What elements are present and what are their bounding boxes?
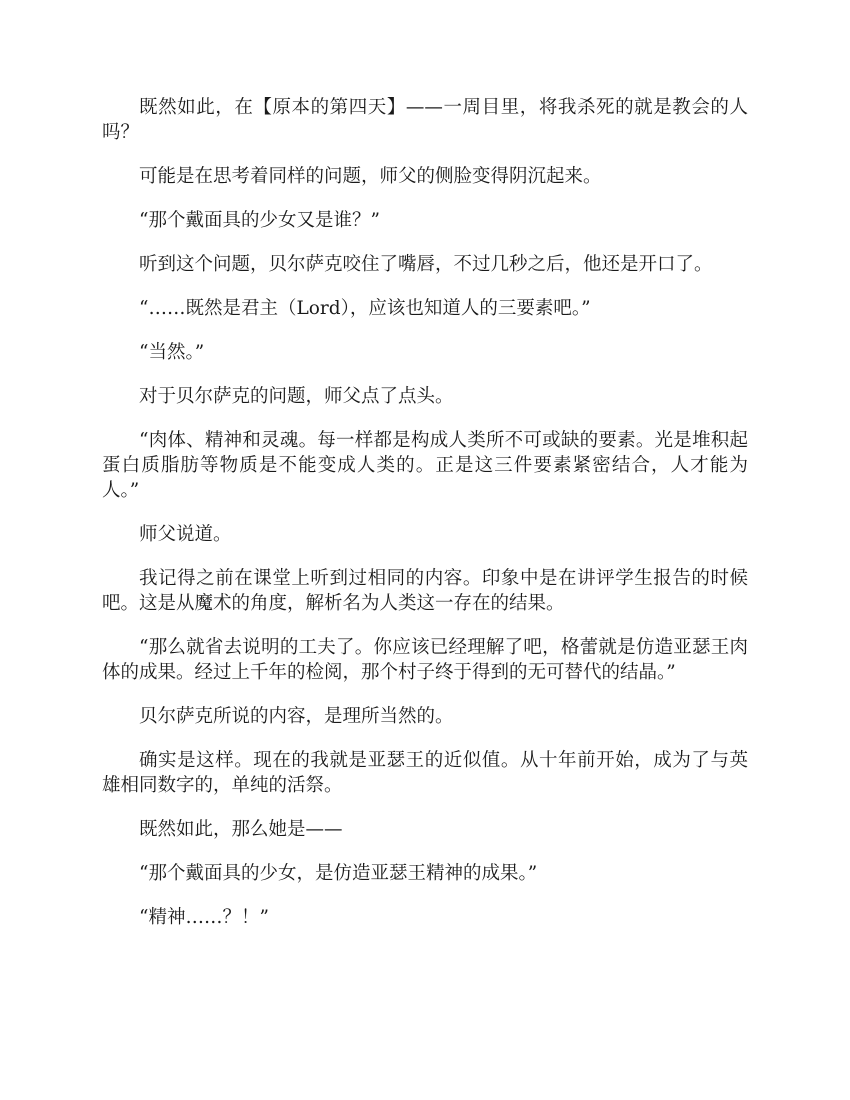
paragraph-3: “那个戴面具的少女又是谁？” [139, 210, 380, 231]
paragraph-4: 听到这个问题，贝尔萨克咬住了嘴唇，不过几秒之后，他还是开口了。 [139, 254, 713, 275]
paragraph-5: “……既然是君主（Lord），应该也知道人的三要素吧。” [139, 298, 591, 319]
document-page [102, 95, 748, 949]
paragraph-16: “精神……？！” [139, 907, 269, 928]
paragraph-15: “那个戴面具的少女，是仿造亚瑟王精神的成果。” [139, 863, 538, 884]
paragraph-14: 既然如此，那么她是—— [139, 819, 343, 840]
paragraph-9: 师父说道。 [139, 524, 232, 545]
paragraph-8: “肉体、精神和灵魂。每一样都是构成人类所不可或缺的要素。光是堆积起蛋白质脂肪等物质是不能变成人类的。正是这三件要素紧密结合，人才能为人。” [102, 430, 748, 501]
paragraph-13: 确实是这样。现在的我就是亚瑟王的近似值。从十年前开始，成为了与英雄相同数字的，单纯的活祭。 [102, 750, 748, 796]
paragraph-12: 贝尔萨克所说的内容，是理所当然的。 [139, 706, 454, 727]
paragraph-6: “当然。” [139, 342, 205, 363]
paragraph-1: 既然如此，在【原本的第四天】——一周目里，将我杀死的就是教会的人吗？ [102, 97, 748, 143]
paragraph-7: 对于贝尔萨克的问题，师父点了点头。 [139, 386, 454, 407]
paragraph-10: 我记得之前在课堂上听到过相同的内容。印象中是在讲评学生报告的时候吧。这是从魔术的角度，解析名为人类这一存在的结果。 [102, 568, 748, 614]
paragraph-11: “那么就省去说明的工夫了。你应该已经理解了吧，格蕾就是仿造亚瑟王肉体的成果。经过上千年的检阅，那个村子终于得到的无可替代的结晶。” [102, 637, 748, 683]
paragraph-2: 可能是在思考着同样的问题，师父的侧脸变得阴沉起来。 [139, 166, 602, 187]
